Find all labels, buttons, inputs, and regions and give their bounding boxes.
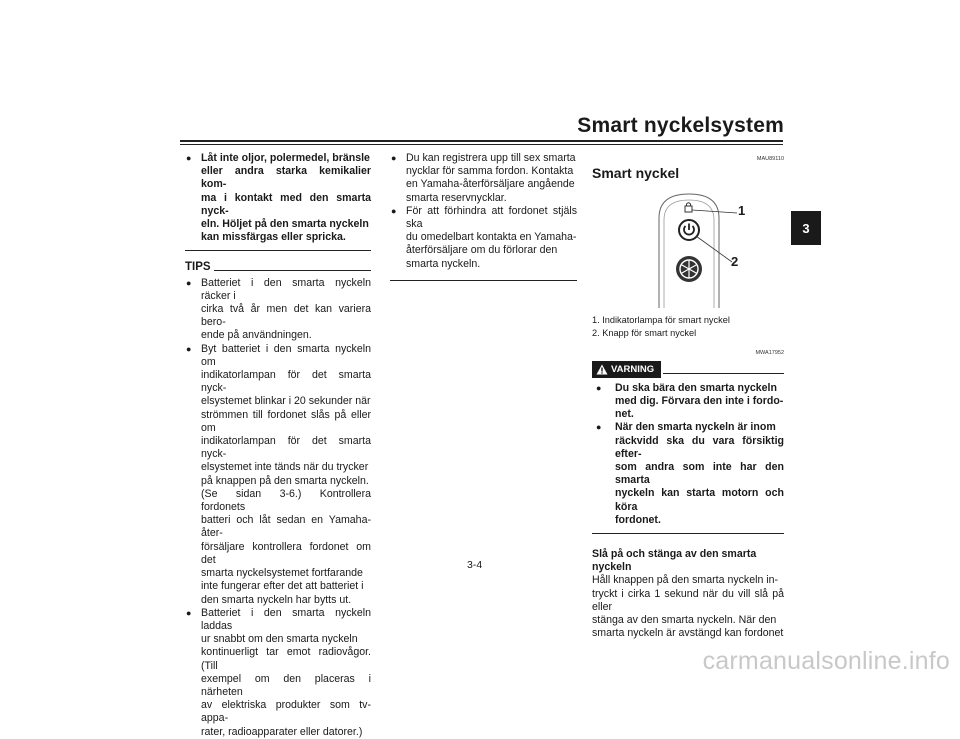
text-line: ur snabbt om den smarta nyckeln: [201, 633, 358, 646]
tips-item: [185, 607, 371, 739]
page-number: 3-4: [467, 559, 483, 571]
text-line: ma i kontakt med den smarta nyck-: [201, 191, 371, 217]
tips-item: [185, 343, 371, 607]
warning-label: VARNING: [611, 363, 655, 375]
text-line: tryckt i cirka 1 sekund när du vill slå på eller: [592, 587, 784, 613]
text-line: som andra som inte har den smarta: [615, 461, 784, 487]
watermark: carmanualsonline.info: [702, 647, 950, 675]
reference-code: MWA17952: [755, 350, 784, 357]
tips-rule: [214, 270, 371, 271]
text-line: smarta nyckeln.: [406, 257, 481, 270]
text-line: på knappen på den smarta nyckeln.: [201, 474, 369, 487]
tips-heading: [185, 261, 371, 274]
text-line: kan missfärgas eller spricka.: [201, 231, 346, 244]
warning-item: [595, 421, 784, 527]
text-line: eller andra starka kemikalier kom-: [201, 165, 371, 191]
text-line: den smarta nyckeln har bytts ut.: [201, 593, 352, 606]
tips-item: [390, 152, 577, 205]
text-line: av elektriska produkter som tv-appa-: [201, 699, 371, 725]
caption-line: 1. Indikatorlampa för smart nyckel: [592, 315, 730, 326]
text-line: stänga av den smarta nyckeln. När den: [592, 614, 777, 627]
text-line: elsystemet blinkar i 20 sekunder när: [201, 395, 371, 408]
text-line: ende på användningen.: [201, 329, 312, 342]
text-line: (Se sidan 3-6.) Kontrollera fordonets: [201, 487, 371, 514]
text-line: smarta reservnycklar.: [406, 191, 507, 204]
smart-key-figure: [592, 180, 784, 308]
leader-line-1: [692, 210, 737, 213]
body-paragraph: [592, 574, 784, 640]
text-line: ● Byt batteriet i den smarta nyckeln om: [201, 342, 371, 368]
power-button-icon: [679, 220, 699, 240]
text-line: ● Batteriet i den smarta nyckeln laddas: [201, 606, 371, 632]
text-line: batteri och låt sedan en Yamaha-åter-: [201, 514, 371, 540]
yamaha-logo-icon: [676, 256, 702, 282]
text-line: net.: [615, 408, 634, 421]
text-line: återförsäljare om du förlorar den: [406, 244, 558, 257]
warning-badge: [592, 361, 661, 378]
text-line: ● Batteriet i den smarta nyckeln räcker i: [201, 276, 371, 302]
text-line: exempel om den placeras i närheten: [201, 672, 371, 698]
caption-line: 2. Knapp för smart nyckel: [592, 328, 697, 339]
text-line: ● Låt inte oljor, polermedel, bränsle: [201, 152, 370, 164]
column-1: [185, 152, 371, 739]
text-line: du omedelbart kontakta en Yamaha-: [406, 231, 577, 244]
warning-rule: [663, 373, 784, 374]
text-line: kontinuerligt tar emot radiovågor. (Till: [201, 646, 371, 672]
indicator-lamp-icon: [685, 203, 692, 212]
tips-label: TIPS: [185, 261, 211, 274]
text-line: indikatorlampan för det smarta nyck-: [201, 369, 371, 395]
text-line: eln. Höljet på den smarta nyckeln: [201, 218, 369, 231]
tips-end-rule: [390, 280, 577, 281]
warning-heading: [592, 361, 784, 378]
text-line: cirka två år men det kan variera bero-: [201, 303, 371, 329]
header-rule: [180, 140, 783, 142]
warning-item: [595, 382, 784, 422]
warning-bullet: [185, 152, 371, 244]
warning-separator: [185, 250, 371, 251]
callout-1: 1: [738, 203, 746, 219]
page-title: Smart nyckelsystem: [577, 114, 784, 137]
warning-triangle-icon: [596, 364, 608, 375]
subheading: Slå på och stänga av den smarta nyckeln: [592, 548, 757, 574]
column-3: [592, 153, 784, 640]
figure-caption: [592, 314, 784, 340]
text-line: rater, radioapparater eller datorer.): [201, 725, 363, 738]
text-line: strömmen till fordonet slås på eller om: [201, 408, 371, 434]
tips-item: [185, 277, 371, 343]
text-line: ● Du ska bära den smarta nyckeln: [615, 381, 777, 394]
chapter-tab: 3: [791, 211, 821, 245]
callout-2: 2: [731, 254, 739, 270]
warning-end-rule: [592, 533, 784, 534]
text-line: ● När den smarta nyckeln är inom: [615, 421, 776, 434]
text-line: ● För att förhindra att fordonet stjäls ska: [406, 204, 577, 231]
text-line: nycklar för samma fordon. Kontakta: [406, 165, 574, 178]
text-line: fordonet.: [615, 513, 661, 526]
text-line: räckvidd ska du vara försiktig efter-: [615, 434, 784, 460]
text-line: Håll knappen på den smarta nyckeln in-: [592, 574, 779, 587]
header-rule-thin: [180, 144, 783, 145]
smart-key-illustration: [592, 180, 784, 308]
text-line: försäljare kontrollera fordonet om det: [201, 540, 371, 566]
text-line: elsystemet inte tänds när du trycker: [201, 461, 369, 474]
text-line: inte fungerar efter det att batteriet i: [201, 580, 364, 593]
text-line: ● Du kan registrera upp till sex smarta: [406, 152, 576, 164]
column-2: [390, 152, 577, 281]
text-line: en Yamaha-återförsäljare angående: [406, 178, 575, 191]
text-line: indikatorlampan för det smarta nyck-: [201, 435, 371, 461]
section-title: Smart nyckel: [592, 165, 680, 182]
text-line: med dig. Förvara den inte i fordo-: [615, 395, 784, 408]
text-line: smarta nyckelsystemet fortfarande: [201, 567, 363, 580]
reference-code: MAU89110: [756, 156, 784, 162]
tips-item: [390, 205, 577, 271]
text-line: nyckeln kan starta motorn och köra: [615, 487, 784, 513]
text-line: smarta nyckeln är avstängd kan fordonet: [592, 627, 784, 640]
